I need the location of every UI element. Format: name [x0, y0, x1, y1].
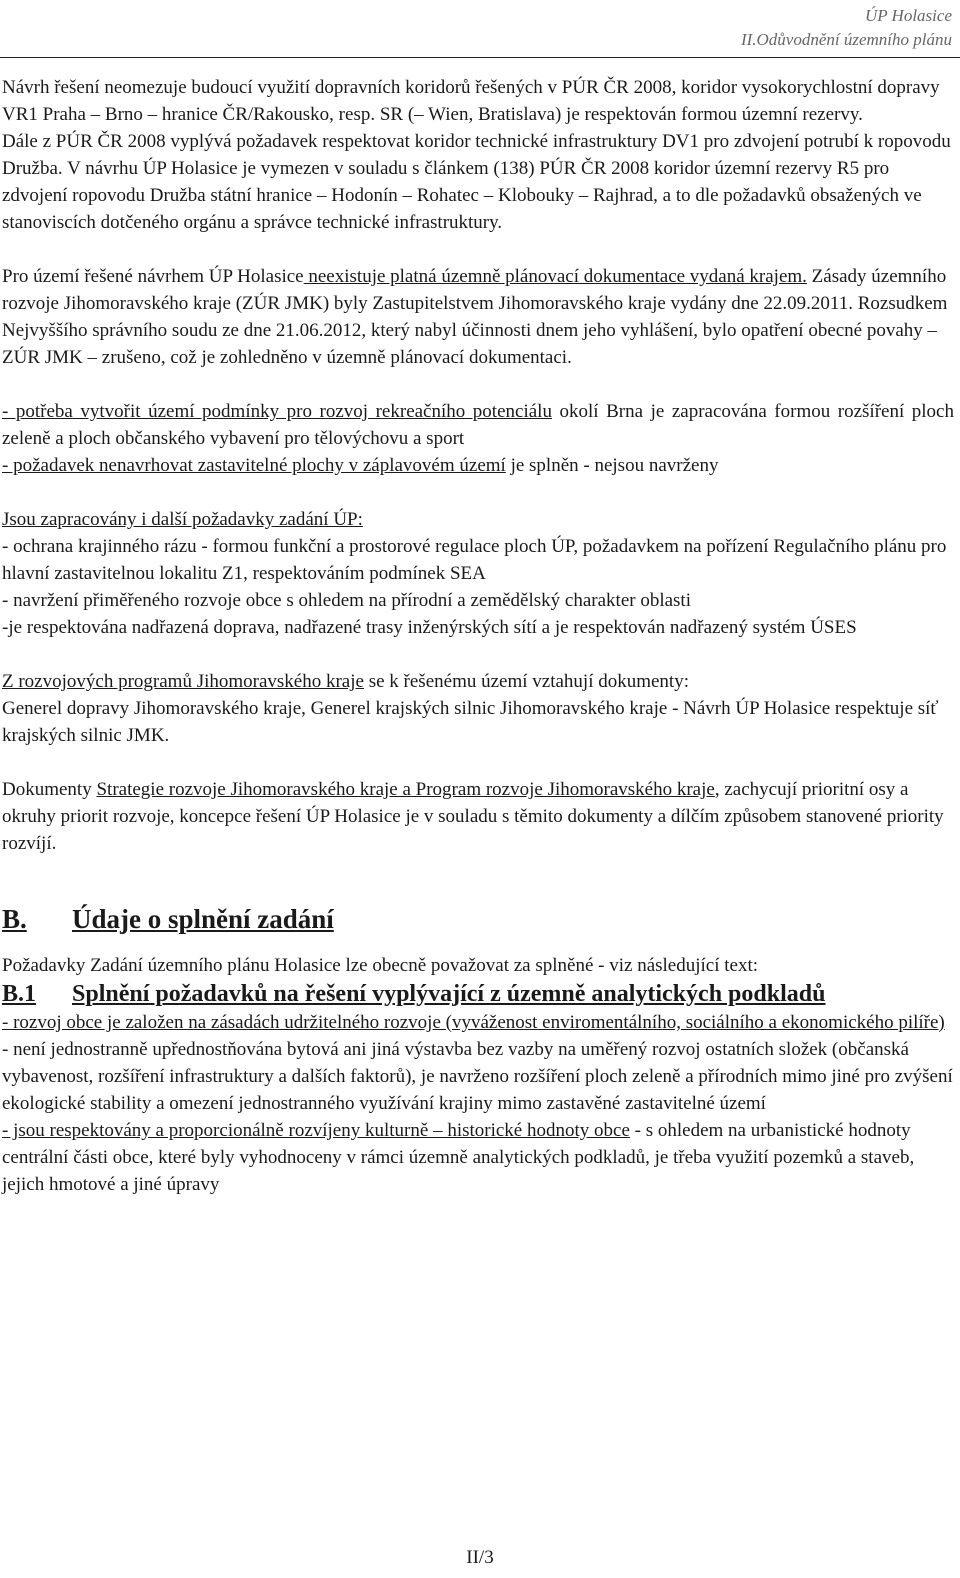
underlined-text: - požadavek nenavrhovat zastavitelné plochy v záplavovém území — [2, 455, 506, 476]
paragraph-5b: Generel dopravy Jihomoravského kraje, Generel krajských silnic Jihomoravského kraje - Návrh ÚP Holasice respektuje síť krajských silnic JMK. — [2, 698, 939, 746]
section-b-number: B. — [2, 904, 27, 934]
paragraph-3a: - potřeba vytvořit území podmínky pro rozvoj rekreačního potenciálu okolí Brna je zapracována formou rozšíření ploch zeleně a ploch občanského vybavení pro tělovýchovu a sport — [2, 401, 954, 449]
section-b-heading — [2, 902, 954, 936]
paragraph-6: Dokumenty Strategie rozvoje Jihomoravského kraje a Program rozvoje Jihomoravského kraje, zachycují prioritní osy a okruhy priorit rozvoje, koncepce řešení ÚP Holasice je v souladu s těmito dokumenty a dílčím způsobem stanovené priority rozvíjí. — [2, 779, 944, 854]
paragraph-3b: - požadavek nenavrhovat zastavitelné plochy v záplavovém území je splněn - nejsou navrženy — [2, 455, 719, 476]
section-b-intro: Požadavky Zadání územního plánu Holasice lze obecně považovat za splněné - viz následující text: — [2, 955, 759, 976]
paragraph-2: Pro území řešené návrhem ÚP Holasice neexistuje platná územně plánovací dokumentace vydaná krajem. Zásady územního rozvoje Jihomoravského kraje (ZÚR JMK) byly Zastupitelstvem Jihomoravského kraje vydány dne 22.09.2011. Rozsudkem Nejvyššího správního soudu ze dne 21.06.2012, který nabyl účinnosti dnem jeho vyhlášení, bylo opatření obecné povahy – ZÚR JMK – zrušeno, což je zohledněno v územně plánovací dokumentaci. — [2, 266, 948, 368]
underlined-text: neexistuje platná územně plánovací dokumentace vydaná krajem. — [303, 266, 807, 287]
underlined-text: Strategie rozvoje Jihomoravského kraje a Program rozvoje Jihomoravského kraje — [96, 779, 715, 800]
header-rule — [0, 57, 960, 58]
page-number: II/3 — [466, 1547, 494, 1568]
list-item: - ochrana krajinného rázu - formou funkční a prostorové regulace ploch ÚP, požadavkem na pořízení Regulačního plánu pro hlavní zastavitelnou lokalitu Z1, respektováním podmínek SEA — [2, 536, 947, 584]
underlined-text: - potřeba vytvořit území podmínky pro rozvoj rekreačního potenciálu — [2, 401, 552, 422]
header-subtitle: II.Odůvodnění územního plánu — [740, 30, 952, 49]
list-item: -je respektována nadřazená doprava, nadřazené trasy inženýrských sítí a je respektován nadřazený systém ÚSES — [2, 617, 857, 638]
paragraph-1a: Návrh řešení neomezuje budoucí využití dopravních koridorů řešených v PÚR ČR 2008, koridor vysokorychlostní dopravy VR1 Praha – Brno – hranice ČR/Rakousko, resp. SR (– Wien, Bratislava) je respektován formou územní rezervy. — [2, 77, 940, 125]
paragraph-5a: Z rozvojových programů Jihomoravského kraje se k řešenému území vztahují dokumenty: — [2, 671, 689, 692]
list-item: - navržení přiměřeného rozvoje obce s ohledem na přírodní a zemědělský charakter oblasti — [2, 590, 691, 611]
page-header — [741, 4, 952, 52]
section-b-title: Údaje o splnění zadání — [72, 904, 334, 934]
underlined-text: - jsou respektovány a proporcionálně rozvíjeny kulturně – historické hodnoty obce — [2, 1120, 630, 1141]
paragraph-1b: Dále z PÚR ČR 2008 vyplývá požadavek respektovat koridor technické infrastruktury DV1 pro zdvojení potrubí k ropovodu Družba. V návrhu ÚP Holasice je vymezen v souladu s článkem (138) PÚR ČR 2008 koridor územní rezervy R5 pro zdvojení ropovodu Družba státní hranice – Hodonín – Rohatec – Klobouky – Rajhrad, a to dle požadavků obsažených ve stanoviscích dotčeného orgánu a správce technické infrastruktury. — [2, 131, 951, 233]
section-b1-heading — [2, 979, 954, 1009]
header-title: ÚP Holasice — [864, 6, 952, 25]
underlined-text: - rozvoj obce je založen na zásadách udržitelného rozvoje (vyváženost enviromentálního, sociálního a ekonomického pilíře) — [2, 1012, 945, 1033]
paragraph-b1a: - rozvoj obce je založen na zásadách udržitelného rozvoje (vyváženost enviromentálního, sociálního a ekonomického pilíře) - není jednostranně upřednostňována bytová ani jiná výstavba bez vazby na uměřený rozvoj ostatních složek (občanská vybavenost, rozšíření infrastruktury a dalších faktorů), je navrženo rozšíření ploch zeleně a přírodních mimo jiné pro zvýšení ekologické stability a omezení jednostranného využívání krajiny mimo zastavěné zastavitelné území — [2, 1012, 953, 1114]
document-body — [2, 74, 954, 1198]
paragraph-b1b: - jsou respektovány a proporcionálně rozvíjeny kulturně – historické hodnoty obce - s ohledem na urbanistické hodnoty centrální části obce, které byly vyhodnoceny v rámci územně analytických podkladů, je třeba využití pozemků a staveb, jejich hmotové a jiné úpravy — [2, 1120, 915, 1195]
underlined-text: Z rozvojových programů Jihomoravského kraje — [2, 671, 364, 692]
section-b1-number: B.1 — [2, 981, 37, 1007]
paragraph-4-heading: Jsou zapracovány i další požadavky zadání ÚP: — [2, 509, 363, 530]
section-b1-title: Splnění požadavků na řešení vyplývající z územně analytických podkladů — [72, 981, 826, 1007]
